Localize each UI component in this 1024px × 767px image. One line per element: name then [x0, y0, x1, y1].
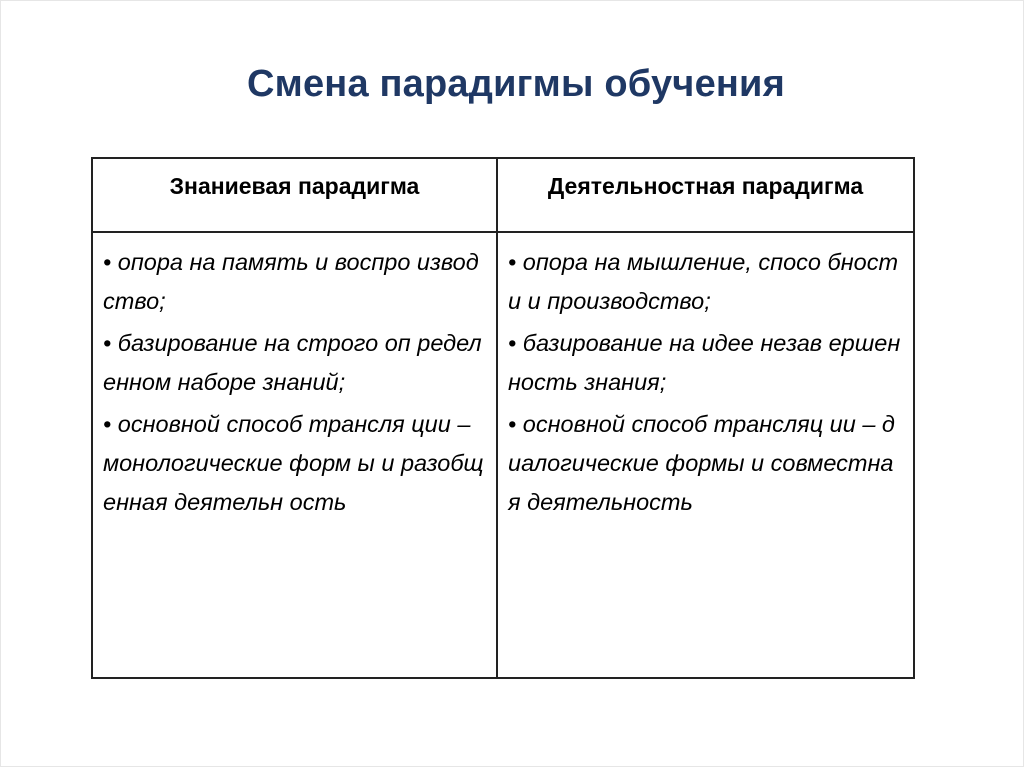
list-item: • опора на память и воспро изводство;: [103, 249, 479, 314]
list-item: • основной способ трансляц ии – диалогические формы и совместная деятельность: [508, 411, 895, 515]
list-item: • базирование на идее незав ершенность знания;: [508, 330, 901, 395]
header-knowledge-paradigm: Знаниевая парадигма: [92, 158, 497, 232]
knowledge-paradigm-cell: [92, 232, 497, 678]
activity-paradigm-cell: [497, 232, 914, 678]
list-item: • опора на мышление, спосо бности и производство;: [508, 249, 899, 314]
list-item: • основной способ трансля ции – монологические форм ы и разобщенная деятельн ость: [103, 411, 484, 515]
paradigm-table: [91, 157, 915, 679]
list-item: • базирование на строго оп ределенном наборе знаний;: [103, 330, 482, 395]
slide-title: Смена парадигмы обучения: [247, 63, 785, 105]
table-header-row: [92, 158, 914, 232]
header-activity-paradigm: Деятельностная парадигма: [497, 158, 914, 232]
table-row: [92, 232, 914, 678]
